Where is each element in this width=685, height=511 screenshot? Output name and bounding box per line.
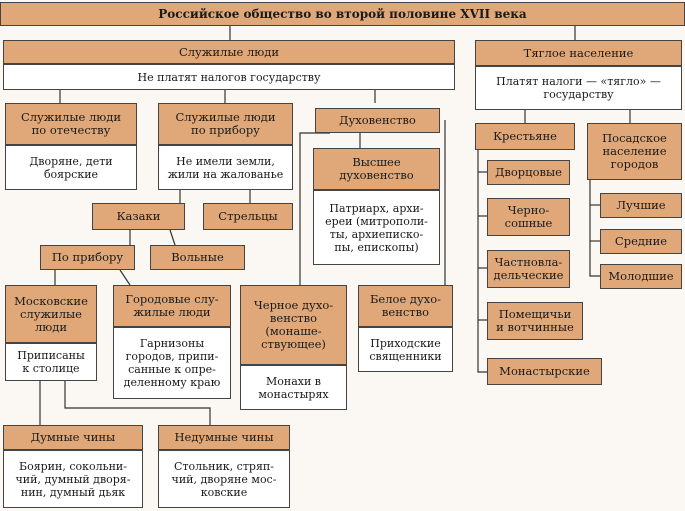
town-desc: Гарнизоны городов, припи- санные к опре- деленному краю <box>113 327 231 399</box>
peasants-item: Частновла- дельческие <box>487 250 570 288</box>
moscow-header: Московские служилые люди <box>5 285 97 343</box>
taxed-note: Платят налоги — «тягло» — государству <box>475 66 682 110</box>
duma-desc: Боярин, сокольни- чий, думный дворя- нин, думный дьяк <box>3 450 143 508</box>
peasants-item: Черно- сошные <box>487 198 570 236</box>
townspeople-item: Молодшие <box>600 264 682 289</box>
by-recruit-cossacks-header: По прибору <box>40 245 135 270</box>
non-duma-header: Недумные чины <box>158 425 290 450</box>
by-recruitment-desc: Не имели земли, жили на жалованье <box>158 145 293 190</box>
diagram-title: Российское общество во второй половине XVII века <box>0 2 685 26</box>
townspeople-item: Средние <box>600 229 682 254</box>
streltsy-header: Стрельцы <box>203 203 293 230</box>
black-clergy-header: Черное духо- венство (монаше- ствующее) <box>240 285 347 365</box>
non-duma-desc: Стольник, стряп- чий, дворяне мос- ковские <box>158 450 290 508</box>
by-lineage-header: Служилые люди по отечеству <box>5 103 137 145</box>
townspeople-item: Лучшие <box>600 193 682 218</box>
free-cossacks-header: Вольные <box>150 245 245 270</box>
peasants-header: Крестьяне <box>475 123 575 150</box>
serving-note: Не платят налогов государству <box>3 64 455 90</box>
moscow-desc: Приписаны к столице <box>5 343 97 381</box>
by-recruitment-header: Служилые люди по прибору <box>158 103 293 145</box>
higher-clergy-header: Высшее духовенство <box>313 148 440 190</box>
cossacks-header: Казаки <box>92 203 185 230</box>
white-clergy-header: Белое духо- венство <box>358 285 453 327</box>
peasants-item: Помещичьи и вотчинные <box>487 302 583 340</box>
peasants-item: Дворцовые <box>487 160 570 185</box>
serving-header: Служилые люди <box>3 40 455 64</box>
town-header: Городовые слу- жилые люди <box>113 285 231 327</box>
by-lineage-desc: Дворяне, дети боярские <box>5 145 137 190</box>
clergy-header: Духовенство <box>315 108 440 133</box>
taxed-header: Тяглое население <box>475 40 682 66</box>
white-clergy-desc: Приходские священники <box>358 327 453 372</box>
black-clergy-desc: Монахи в монастырях <box>240 365 347 410</box>
higher-clergy-desc: Патриарх, архи- ереи (митрополи- ты, архиеписко- пы, епископы) <box>313 190 440 265</box>
townspeople-header: Посадское население городов <box>587 123 682 180</box>
peasants-item: Монастырские <box>487 358 602 385</box>
duma-header: Думные чины <box>3 425 143 450</box>
